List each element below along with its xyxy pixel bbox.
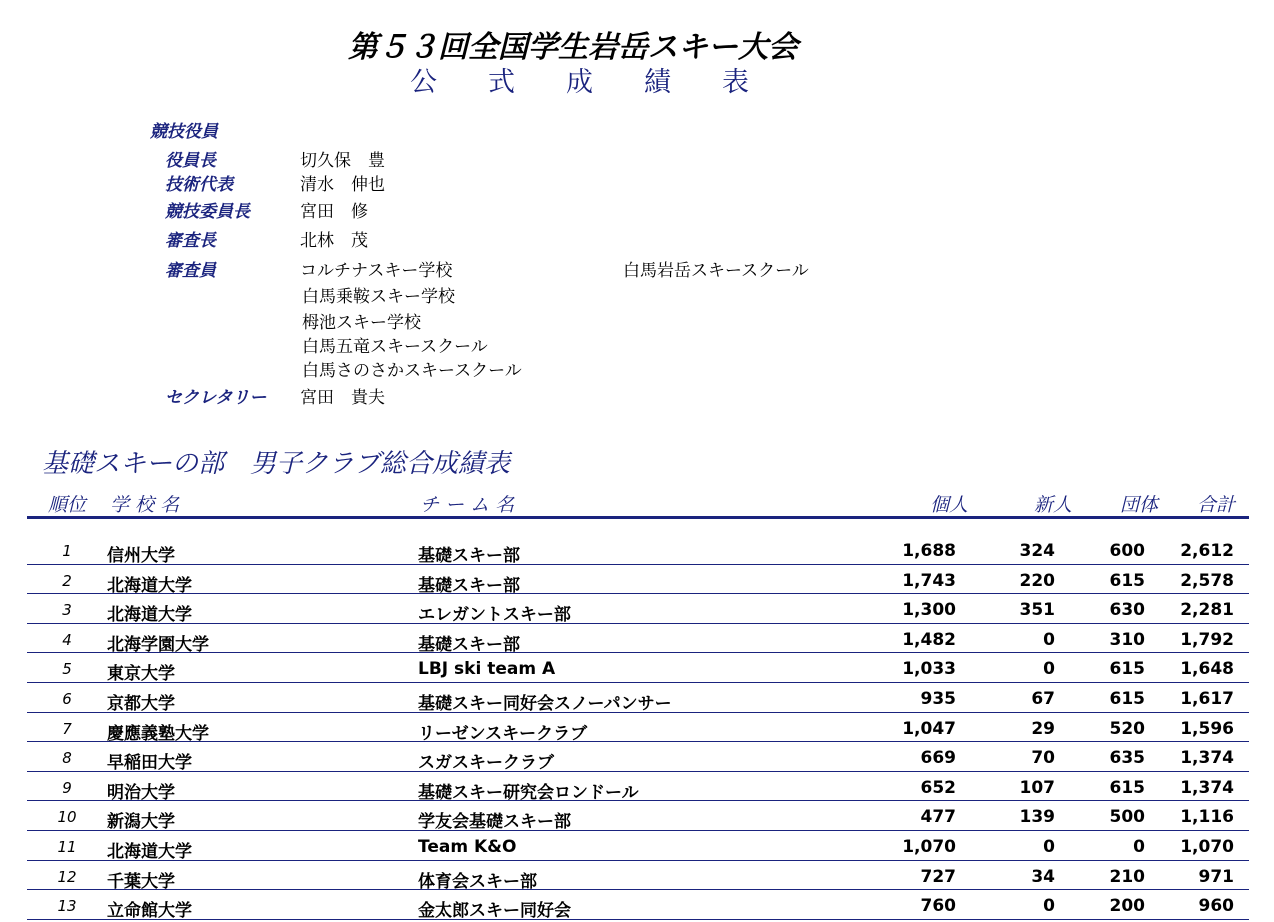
- judge-name: 栂池スキー学校: [302, 313, 421, 333]
- total-cell: 1,792: [1180, 629, 1234, 650]
- table-row: [27, 830, 1249, 861]
- individual-cell: 760: [920, 896, 956, 917]
- individual-cell: 1,482: [902, 629, 956, 650]
- group-cell: 630: [1109, 600, 1145, 621]
- rookie-cell: 324: [1019, 541, 1055, 561]
- rank-cell: 8: [62, 749, 72, 768]
- committee-value: 宮田 修: [300, 202, 368, 222]
- individual-cell: 1,300: [902, 600, 956, 621]
- table-row: [27, 682, 1249, 713]
- team-cell: 学友会基礎スキー部: [418, 812, 571, 833]
- school-cell: 京都大学: [107, 694, 175, 714]
- team-cell: Team K&O: [418, 837, 517, 857]
- subtitle-char: 式: [488, 67, 515, 98]
- total-cell: 2,612: [1180, 541, 1234, 561]
- subtitle-char: 績: [644, 67, 671, 98]
- group-cell: 520: [1109, 718, 1145, 739]
- table-row: [27, 889, 1249, 920]
- individual-cell: 727: [920, 866, 956, 887]
- td-value: 清水 伸也: [300, 175, 385, 195]
- individual-cell: 1,047: [902, 718, 956, 739]
- table-row: [27, 623, 1249, 654]
- subtitle-char: 公: [410, 67, 437, 98]
- rank-cell: 11: [57, 838, 77, 856]
- rookie-cell: 0: [1043, 659, 1055, 680]
- team-cell: 金太郎スキー同好会: [418, 901, 571, 922]
- individual-cell: 477: [920, 807, 956, 828]
- rookie-cell: 220: [1019, 570, 1055, 591]
- school-cell: 明治大学: [107, 782, 175, 803]
- rank-cell: 2: [62, 571, 72, 590]
- group-cell: 0: [1133, 837, 1145, 857]
- total-cell: 960: [1198, 896, 1234, 917]
- page-subtitle: [410, 60, 800, 99]
- table-row: [27, 534, 1249, 565]
- judge-name: 白馬岩岳スキースクール: [623, 261, 809, 281]
- header-divider: [27, 516, 1249, 519]
- team-cell: 基礎スキー部: [418, 575, 520, 596]
- rookie-cell: 70: [1031, 748, 1055, 769]
- group-cell: 615: [1109, 570, 1145, 591]
- total-cell: 1,617: [1180, 689, 1234, 709]
- rookie-cell: 29: [1031, 718, 1055, 739]
- table-row: [27, 860, 1249, 891]
- team-cell: LBJ ski team A: [418, 659, 556, 680]
- school-cell: 東京大学: [107, 664, 175, 685]
- rookie-cell: 67: [1031, 689, 1055, 709]
- school-cell: 北海道大学: [107, 842, 192, 862]
- individual-cell: 1,033: [902, 659, 956, 680]
- table-row: [27, 741, 1249, 772]
- school-cell: 北海道大学: [107, 605, 192, 626]
- team-cell: スガスキークラブ: [418, 753, 554, 774]
- total-cell: 1,070: [1180, 837, 1234, 857]
- judge-name: 白馬五竜スキースクール: [302, 337, 488, 357]
- individual-cell: 1,070: [902, 837, 956, 857]
- table-row: [27, 800, 1249, 831]
- group-cell: 635: [1109, 748, 1145, 769]
- table-row: [27, 593, 1249, 624]
- header-individual: 個人: [930, 494, 969, 516]
- table-row: [27, 771, 1249, 802]
- rookie-cell: 139: [1019, 807, 1055, 828]
- school-cell: 北海学園大学: [107, 634, 209, 655]
- rookie-cell: 0: [1043, 629, 1055, 650]
- rookie-cell: 0: [1043, 896, 1055, 917]
- committee-label: 競技委員長: [165, 202, 250, 222]
- school-cell: 立命館大学: [107, 901, 192, 922]
- total-cell: 1,648: [1180, 659, 1234, 680]
- rookie-cell: 107: [1019, 777, 1055, 798]
- team-cell: エレガントスキー部: [418, 605, 571, 626]
- team-cell: 基礎スキー部: [418, 634, 520, 655]
- group-cell: 615: [1109, 689, 1145, 709]
- individual-cell: 1,743: [902, 570, 956, 591]
- table-row: [27, 564, 1249, 595]
- school-cell: 早稲田大学: [107, 753, 192, 774]
- header-total: 合計: [1197, 494, 1236, 516]
- section-title: 基礎スキーの部 男子クラブ総合成績表: [42, 449, 511, 479]
- team-cell: 体育会スキー部: [418, 871, 537, 892]
- team-cell: 基礎スキー部: [418, 546, 520, 566]
- rank-cell: 6: [62, 690, 72, 708]
- head-judge-label: 審査長: [165, 231, 216, 251]
- officials-heading: 競技役員: [150, 122, 218, 142]
- rank-cell: 3: [62, 601, 72, 620]
- individual-cell: 652: [920, 777, 956, 798]
- secretary-label: セクレタリー: [165, 388, 267, 408]
- school-cell: 慶應義塾大学: [107, 723, 209, 744]
- rank-cell: 10: [57, 808, 77, 827]
- rank-cell: 12: [57, 867, 77, 886]
- group-cell: 210: [1109, 866, 1145, 887]
- rank-cell: 9: [62, 778, 72, 797]
- header-school: 学 校 名: [110, 494, 180, 516]
- chief-label: 役員長: [165, 151, 216, 171]
- group-cell: 615: [1109, 777, 1145, 798]
- rookie-cell: 34: [1031, 866, 1055, 887]
- rookie-cell: 351: [1019, 600, 1055, 621]
- rank-cell: 1: [62, 542, 72, 560]
- header-team: チ ー ム 名: [420, 494, 515, 516]
- individual-cell: 669: [920, 748, 956, 769]
- total-cell: 2,578: [1180, 570, 1234, 591]
- school-cell: 信州大学: [107, 546, 175, 566]
- team-cell: リーゼンスキークラブ: [418, 723, 588, 744]
- judges-label: 審査員: [165, 261, 216, 281]
- td-label: 技術代表: [165, 175, 233, 195]
- subtitle-char: 表: [722, 67, 749, 98]
- header-rank: 順位: [48, 494, 87, 516]
- header-group: 団体: [1120, 494, 1159, 516]
- judge-name: コルチナスキー学校: [300, 261, 453, 281]
- subtitle-char: 成: [566, 67, 593, 98]
- individual-cell: 1,688: [902, 541, 956, 561]
- rank-cell: 5: [62, 660, 72, 679]
- group-cell: 310: [1109, 629, 1145, 650]
- table-row: [27, 712, 1249, 743]
- rank-cell: 13: [57, 897, 77, 916]
- team-cell: 基礎スキー研究会ロンドール: [418, 782, 639, 803]
- total-cell: 2,281: [1180, 600, 1234, 621]
- header-rookie: 新人: [1034, 494, 1073, 516]
- secretary-value: 宮田 貴夫: [300, 388, 385, 408]
- total-cell: 1,374: [1180, 748, 1234, 769]
- total-cell: 1,596: [1180, 718, 1234, 739]
- page-title: 第５３回全国学生岩岳スキー大会: [348, 30, 798, 65]
- chief-value: 切久保 豊: [300, 151, 385, 171]
- individual-cell: 935: [920, 689, 956, 709]
- school-cell: 千葉大学: [107, 871, 175, 892]
- school-cell: 北海道大学: [107, 575, 192, 596]
- table-row: [27, 652, 1249, 683]
- group-cell: 615: [1109, 659, 1145, 680]
- group-cell: 600: [1109, 541, 1145, 561]
- total-cell: 1,374: [1180, 777, 1234, 798]
- school-cell: 新潟大学: [107, 812, 175, 833]
- head-judge-value: 北林 茂: [300, 231, 368, 251]
- rookie-cell: 0: [1043, 837, 1055, 857]
- rank-cell: 4: [62, 630, 72, 649]
- group-cell: 200: [1109, 896, 1145, 917]
- judge-name: 白馬さのさかスキースクール: [302, 361, 522, 381]
- rank-cell: 7: [62, 719, 72, 738]
- team-cell: 基礎スキー同好会スノーパンサー: [418, 694, 672, 714]
- judge-name: 白馬乗鞍スキー学校: [302, 287, 455, 307]
- total-cell: 971: [1198, 866, 1234, 887]
- group-cell: 500: [1109, 807, 1145, 828]
- total-cell: 1,116: [1180, 807, 1234, 828]
